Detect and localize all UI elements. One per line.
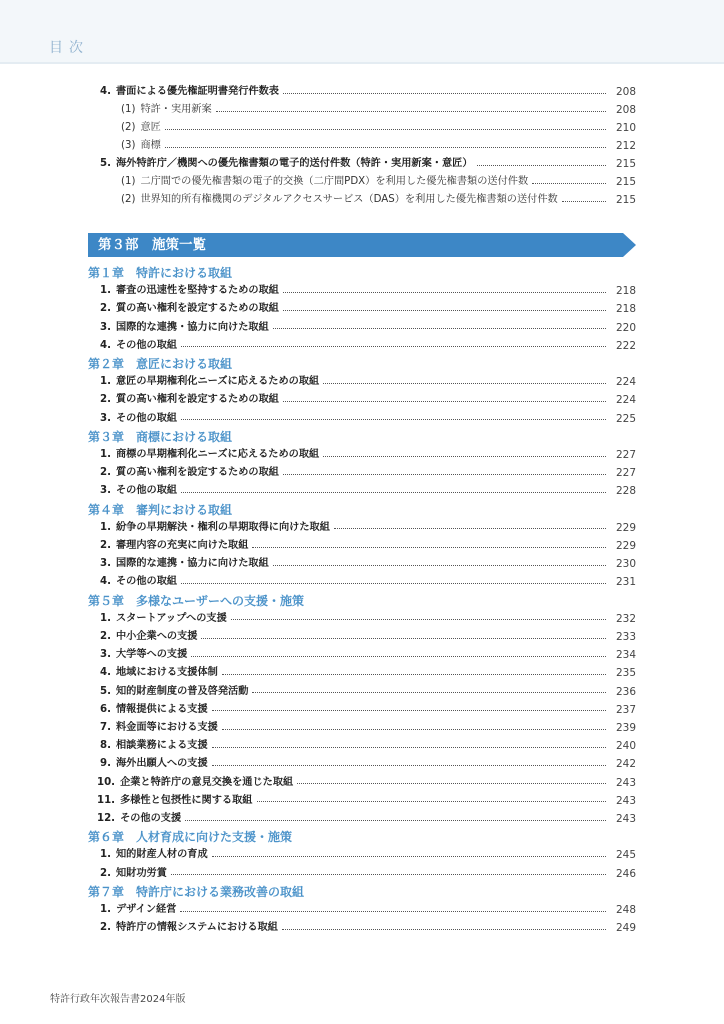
page-number: 225 bbox=[615, 412, 636, 425]
entry-number: 2. bbox=[100, 394, 111, 406]
dot-leader bbox=[283, 401, 606, 402]
entry-number: (1) bbox=[121, 176, 136, 187]
entry-label: 知財功労賞 bbox=[115, 867, 167, 879]
entry-number: 4. bbox=[100, 667, 111, 679]
dot-leader bbox=[165, 147, 606, 148]
entry-number: 8. bbox=[100, 740, 111, 752]
dot-leader bbox=[283, 474, 606, 475]
dot-leader bbox=[201, 638, 606, 639]
toc-subentry[interactable] bbox=[121, 191, 636, 209]
entry-label: 審査の迅速性を堅持するための取組 bbox=[115, 285, 279, 297]
entry-number: 3. bbox=[100, 485, 111, 497]
entry-number: 1. bbox=[100, 449, 111, 460]
dot-leader bbox=[477, 165, 606, 166]
page-number: 229 bbox=[615, 521, 636, 534]
entry-label: 特許庁の情報システムにおける取組 bbox=[115, 922, 278, 934]
chapter-heading[interactable]: 第７章 特許庁における業務改善の取組 bbox=[88, 884, 305, 899]
page-number: 246 bbox=[615, 867, 636, 880]
page-number: 242 bbox=[615, 758, 636, 771]
page-number: 218 bbox=[615, 285, 636, 298]
entry-label: その他の取組 bbox=[115, 412, 178, 424]
entry-number: 2. bbox=[100, 540, 111, 551]
dot-leader bbox=[181, 346, 606, 347]
page-number: 235 bbox=[615, 667, 636, 680]
dot-leader bbox=[222, 674, 606, 675]
dot-leader bbox=[191, 656, 606, 657]
dot-leader bbox=[252, 692, 606, 693]
chapter-heading[interactable]: 第６章 人材育成に向けた支援・施策 bbox=[88, 830, 293, 845]
entry-label: 中小企業への支援 bbox=[115, 631, 198, 642]
page-number: 240 bbox=[615, 740, 636, 753]
entry-number: 1. bbox=[100, 612, 111, 624]
toc-entry[interactable] bbox=[100, 701, 636, 719]
toc-subentry[interactable] bbox=[121, 101, 636, 119]
page-number: 228 bbox=[615, 485, 636, 498]
entry-number: 2. bbox=[100, 922, 111, 934]
entry-label: その他の取組 bbox=[115, 339, 178, 351]
entry-label: 料金面等における支援 bbox=[115, 722, 218, 733]
toc-entry[interactable] bbox=[100, 683, 636, 701]
entry-number: 1. bbox=[100, 285, 111, 297]
entry-label: 書面による優先権証明書発行件数表 bbox=[115, 86, 279, 97]
page-number: 218 bbox=[615, 303, 636, 316]
entry-label: 二庁間での優先権書類の電子的交換（二庁間PDX）を利用した優先権書類の送付件数 bbox=[140, 176, 529, 187]
toc-entry[interactable] bbox=[100, 646, 636, 664]
dot-leader bbox=[273, 328, 606, 329]
entry-label: 国際的な連携・協力に向けた取組 bbox=[115, 558, 269, 570]
toc-subentry[interactable] bbox=[121, 137, 636, 155]
page-number: 212 bbox=[615, 140, 636, 152]
entry-number: 3. bbox=[100, 412, 111, 424]
page-number: 229 bbox=[615, 540, 636, 552]
page-number: 231 bbox=[615, 576, 636, 589]
entry-label: 知的財産制度の普及啓発活動 bbox=[115, 685, 249, 697]
toc-entry[interactable] bbox=[100, 755, 636, 773]
footer-text: 特許行政年次報告書2024年版 bbox=[50, 994, 186, 1005]
dot-leader bbox=[532, 183, 606, 184]
dot-leader bbox=[562, 201, 606, 202]
entry-number: 2. bbox=[100, 303, 111, 315]
toc-entry[interactable] bbox=[100, 628, 636, 646]
page-number: 224 bbox=[615, 394, 636, 407]
dot-leader bbox=[180, 911, 606, 912]
entry-label: 海外出願人への支援 bbox=[115, 758, 208, 770]
entry-number: (1) bbox=[121, 104, 136, 115]
toc-entry[interactable] bbox=[97, 810, 636, 828]
entry-label: 紛争の早期解決・権利の早期取得に向けた取組 bbox=[115, 521, 330, 533]
chapter-heading[interactable]: 第３章 商標における取組 bbox=[88, 429, 233, 444]
chapter-heading[interactable]: 第２章 意匠における取組 bbox=[88, 357, 233, 371]
toc-entry[interactable] bbox=[100, 846, 636, 864]
entry-label: 企業と特許庁の意見交換を通じた取組 bbox=[120, 776, 294, 788]
toc-entry[interactable] bbox=[100, 319, 636, 337]
toc-entry[interactable] bbox=[100, 610, 636, 628]
page-number: 220 bbox=[615, 321, 636, 334]
dot-leader bbox=[171, 874, 606, 875]
page-number: 227 bbox=[615, 467, 636, 480]
entry-label: 商標 bbox=[140, 140, 161, 151]
entry-number: 6. bbox=[100, 703, 111, 715]
toc-entry[interactable] bbox=[100, 482, 636, 500]
toc-entry[interactable] bbox=[100, 537, 636, 555]
page-number: 248 bbox=[615, 904, 636, 916]
chapter-heading[interactable]: 第１章 特許における取組 bbox=[88, 266, 233, 280]
part-title: 第３部 施策一覧 bbox=[98, 237, 206, 253]
entry-label: その他の取組 bbox=[115, 576, 178, 588]
toc-entry[interactable] bbox=[100, 737, 636, 755]
toc-entry[interactable] bbox=[100, 901, 636, 919]
page-number: 236 bbox=[615, 685, 636, 698]
entry-label: 審理内容の充実に向けた取組 bbox=[115, 540, 249, 551]
toc-entry[interactable] bbox=[100, 410, 636, 428]
entry-number: 1. bbox=[100, 904, 111, 915]
page-number: 227 bbox=[615, 449, 636, 461]
entry-number: 3. bbox=[100, 321, 111, 333]
dot-leader bbox=[273, 565, 606, 566]
entry-number: 3. bbox=[100, 558, 111, 570]
entry-number: 4. bbox=[100, 339, 111, 351]
entry-number: 4. bbox=[100, 86, 111, 97]
entry-label: 国際的な連携・協力に向けた取組 bbox=[115, 321, 269, 333]
dot-leader bbox=[181, 492, 606, 493]
dot-leader bbox=[185, 820, 606, 821]
entry-label: 大学等への支援 bbox=[115, 649, 188, 661]
dot-leader bbox=[212, 710, 606, 711]
page-number: 215 bbox=[615, 176, 636, 188]
toc-entry[interactable] bbox=[100, 373, 636, 391]
dot-leader bbox=[222, 729, 606, 730]
toc-entry[interactable] bbox=[100, 83, 636, 101]
dot-leader bbox=[181, 583, 606, 584]
entry-number: (3) bbox=[121, 140, 136, 151]
entry-number: 1. bbox=[100, 376, 111, 388]
toc-entry[interactable] bbox=[100, 446, 636, 464]
toc-entry[interactable] bbox=[100, 919, 636, 937]
entry-label: 情報提供による支援 bbox=[115, 703, 208, 715]
dot-leader bbox=[297, 783, 606, 784]
entry-label: デザイン経営 bbox=[115, 904, 177, 915]
toc-entry[interactable] bbox=[100, 865, 636, 883]
dot-leader bbox=[323, 456, 606, 457]
toc-entry[interactable] bbox=[100, 282, 636, 300]
entry-number: 5. bbox=[100, 685, 111, 697]
entry-label: 知的財産人材の育成 bbox=[115, 849, 208, 861]
page-number: 222 bbox=[615, 339, 636, 352]
toc-entry[interactable] bbox=[100, 664, 636, 682]
toc-entry[interactable] bbox=[100, 464, 636, 482]
dot-leader bbox=[283, 310, 606, 311]
page-number: 232 bbox=[615, 612, 636, 625]
entry-label: 地域における支援体制 bbox=[115, 667, 218, 679]
entry-number: 1. bbox=[100, 849, 111, 861]
page-number: 233 bbox=[615, 631, 636, 643]
dot-leader bbox=[283, 93, 606, 94]
page-number: 243 bbox=[615, 813, 636, 825]
page-number: 243 bbox=[615, 776, 636, 789]
entry-label: 意匠 bbox=[140, 122, 161, 133]
entry-number: (2) bbox=[121, 194, 136, 205]
dot-leader bbox=[212, 747, 606, 748]
dot-leader bbox=[231, 619, 606, 620]
dot-leader bbox=[252, 547, 606, 548]
entry-label: 特許・実用新案 bbox=[140, 104, 212, 115]
entry-number: 12. bbox=[97, 813, 116, 824]
page-number: 249 bbox=[615, 922, 636, 935]
toc-entry[interactable] bbox=[100, 719, 636, 737]
page-number: 234 bbox=[615, 649, 636, 662]
entry-number: 2. bbox=[100, 467, 111, 479]
toc-entry[interactable] bbox=[100, 555, 636, 573]
entry-label: その他の取組 bbox=[115, 485, 178, 497]
dot-leader bbox=[323, 383, 606, 384]
toc-entry[interactable] bbox=[97, 792, 636, 810]
page-number: 210 bbox=[615, 122, 636, 134]
entry-number: 7. bbox=[100, 722, 111, 733]
dot-leader bbox=[165, 129, 606, 130]
page-number: 239 bbox=[615, 722, 636, 734]
toc-entry[interactable] bbox=[100, 337, 636, 355]
entry-label: 世界知的所有権機関のデジタルアクセスサービス（DAS）を利用した優先権書類の送付件数 bbox=[140, 194, 558, 205]
page-number: 208 bbox=[615, 86, 636, 98]
dot-leader bbox=[283, 292, 606, 293]
entry-label: 質の高い権利を設定するための取組 bbox=[115, 394, 279, 406]
entry-number: 5. bbox=[100, 158, 111, 169]
entry-label: 多様性と包摂性に関する取組 bbox=[120, 794, 253, 806]
page-number: 224 bbox=[615, 376, 636, 389]
toc-entry[interactable] bbox=[100, 155, 636, 173]
entry-number: 4. bbox=[100, 576, 111, 588]
entry-label: 海外特許庁／機関への優先権書類の電子的送付件数（特許・実用新案・意匠） bbox=[115, 158, 473, 169]
entry-number: 10. bbox=[97, 776, 116, 788]
page-number: 215 bbox=[615, 194, 636, 206]
toc-subentry[interactable] bbox=[121, 173, 636, 191]
page-number: 208 bbox=[615, 104, 636, 116]
entry-label: その他の支援 bbox=[120, 813, 182, 824]
entry-number: 1. bbox=[100, 521, 111, 533]
part-banner bbox=[88, 233, 636, 257]
entry-number: 9. bbox=[100, 758, 111, 770]
page-number: 215 bbox=[615, 158, 636, 170]
chapter-heading[interactable]: 第５章 多様なユーザーへの支援・施策 bbox=[88, 593, 305, 608]
entry-label: 質の高い権利を設定するための取組 bbox=[115, 303, 279, 315]
chapter-heading[interactable]: 第４章 審判における取組 bbox=[88, 502, 233, 517]
page-number: 243 bbox=[615, 794, 636, 807]
entry-label: 意匠の早期権利化ニーズに応えるための取組 bbox=[115, 376, 320, 388]
toc-entry[interactable] bbox=[100, 300, 636, 318]
entry-label: 質の高い権利を設定するための取組 bbox=[115, 467, 279, 479]
toc-subentry[interactable] bbox=[121, 119, 636, 137]
dot-leader bbox=[212, 856, 606, 857]
page-title: 目次 bbox=[49, 40, 89, 56]
dot-leader bbox=[216, 111, 606, 112]
entry-label: 相談業務による支援 bbox=[115, 740, 208, 752]
entry-number: 3. bbox=[100, 649, 111, 661]
page-number: 230 bbox=[615, 558, 636, 571]
dot-leader bbox=[282, 929, 606, 930]
toc-entry[interactable] bbox=[100, 573, 636, 591]
dot-leader bbox=[181, 419, 606, 420]
dot-leader bbox=[257, 801, 607, 802]
entry-label: 商標の早期権利化ニーズに応えるための取組 bbox=[115, 449, 320, 460]
toc-entry[interactable] bbox=[97, 774, 636, 792]
dot-leader bbox=[334, 528, 606, 529]
toc-entry[interactable] bbox=[100, 391, 636, 409]
entry-label: スタートアップへの支援 bbox=[115, 612, 227, 624]
page-number: 237 bbox=[615, 703, 636, 716]
entry-number: 11. bbox=[97, 794, 116, 806]
dot-leader bbox=[212, 765, 606, 766]
toc-entry[interactable] bbox=[100, 519, 636, 537]
page-number: 245 bbox=[615, 849, 636, 862]
entry-number: 2. bbox=[100, 631, 111, 642]
entry-number: (2) bbox=[121, 122, 136, 133]
entry-number: 2. bbox=[100, 867, 111, 879]
